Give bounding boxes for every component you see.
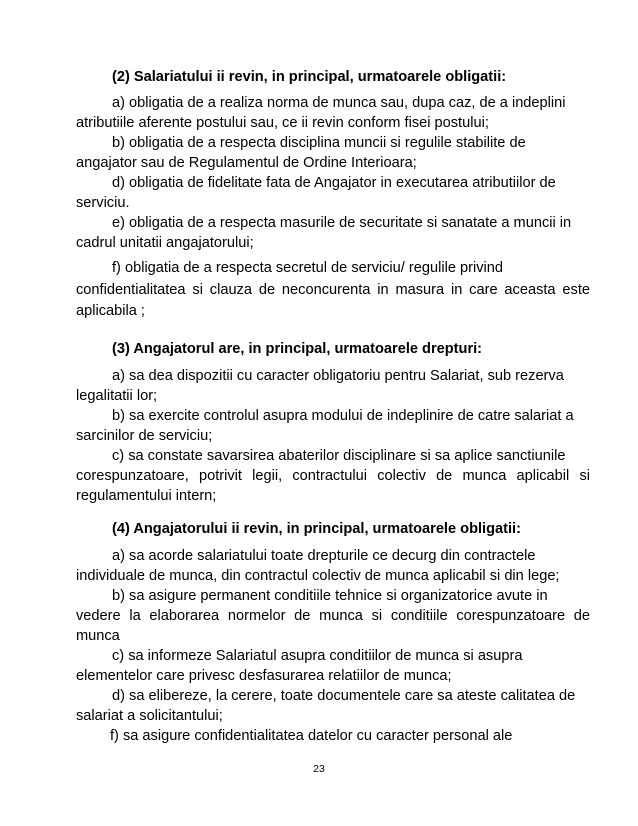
paragraph-line: b) obligatia de a respecta disciplina muncii si regulile stabilite de — [112, 135, 526, 151]
paragraph-line: d) obligatia de fidelitate fata de Angajator in executarea atributiilor de — [112, 175, 556, 191]
paragraph-line-justified: confidentialitatea si clauza de neconcurenta in masura in care aceasta este — [76, 282, 590, 298]
paragraph-line: salariat a solicitantului; — [76, 708, 223, 724]
paragraph-line: e) obligatia de a respecta masurile de securitate si sanatate a muncii in — [112, 215, 572, 231]
paragraph-line: b) sa exercite controlul asupra modului de indeplinire de catre salariat a — [112, 408, 574, 424]
paragraph-line: elementelor care privesc desfasurarea relatiilor de munca; — [76, 668, 452, 684]
section-3-heading: (3) Angajatorul are, in principal, urmatoarele drepturi: — [112, 341, 483, 357]
paragraph-line: a) sa acorde salariatului toate drepturile ce decurg din contractele — [112, 548, 536, 564]
paragraph-line: c) sa constate savarsirea abaterilor disciplinare si sa aplice sanctiunile — [112, 448, 566, 464]
paragraph-line: f) sa asigure confidentialitatea datelor cu caracter personal ale — [110, 728, 513, 744]
paragraph-line: f) obligatia de a respecta secretul de serviciu/ regulile privind — [112, 260, 503, 276]
paragraph-line: a) sa dea dispozitii cu caracter obligatoriu pentru Salariat, sub rezerva — [112, 368, 564, 384]
paragraph-line: aplicabila ; — [76, 303, 145, 319]
paragraph-line: sarcinilor de serviciu; — [76, 428, 213, 444]
paragraph-line-justified: vedere la elaborarea normelor de munca si conditiile corespunzatoare de — [76, 608, 590, 624]
paragraph-line: c) sa informeze Salariatul asupra conditiilor de munca si asupra — [112, 648, 523, 664]
paragraph-line-justified: corespunzatoare, potrivit legii, contractului colectiv de munca aplicabil si — [76, 468, 590, 484]
paragraph-line: munca — [76, 628, 120, 644]
paragraph-line: angajator sau de Regulamentul de Ordine Interioara; — [76, 155, 417, 171]
paragraph-line: cadrul unitatii angajatorului; — [76, 235, 254, 251]
paragraph-line: legalitatii lor; — [76, 388, 158, 404]
paragraph-line: regulamentului intern; — [76, 488, 217, 504]
section-2-heading: (2) Salariatului ii revin, in principal, urmatoarele obligatii: — [112, 69, 507, 85]
page-number: 23 — [313, 763, 325, 775]
paragraph-line: a) obligatia de a realiza norma de munca sau, dupa caz, de a indeplini — [112, 95, 566, 111]
paragraph-line: serviciu. — [76, 195, 130, 211]
paragraph-line: b) sa asigure permanent conditiile tehnice si organizatorice avute in — [112, 588, 548, 604]
paragraph-line: d) sa elibereze, la cerere, toate documentele care sa ateste calitatea de — [112, 688, 576, 704]
paragraph-line: individuale de munca, din contractul colectiv de munca aplicabil si din lege; — [76, 568, 560, 584]
paragraph-line: atributiile aferente postului sau, ce ii revin conform fisei postului; — [76, 115, 489, 131]
section-4-heading: (4) Angajatorului ii revin, in principal, urmatoarele obligatii: — [112, 521, 521, 537]
